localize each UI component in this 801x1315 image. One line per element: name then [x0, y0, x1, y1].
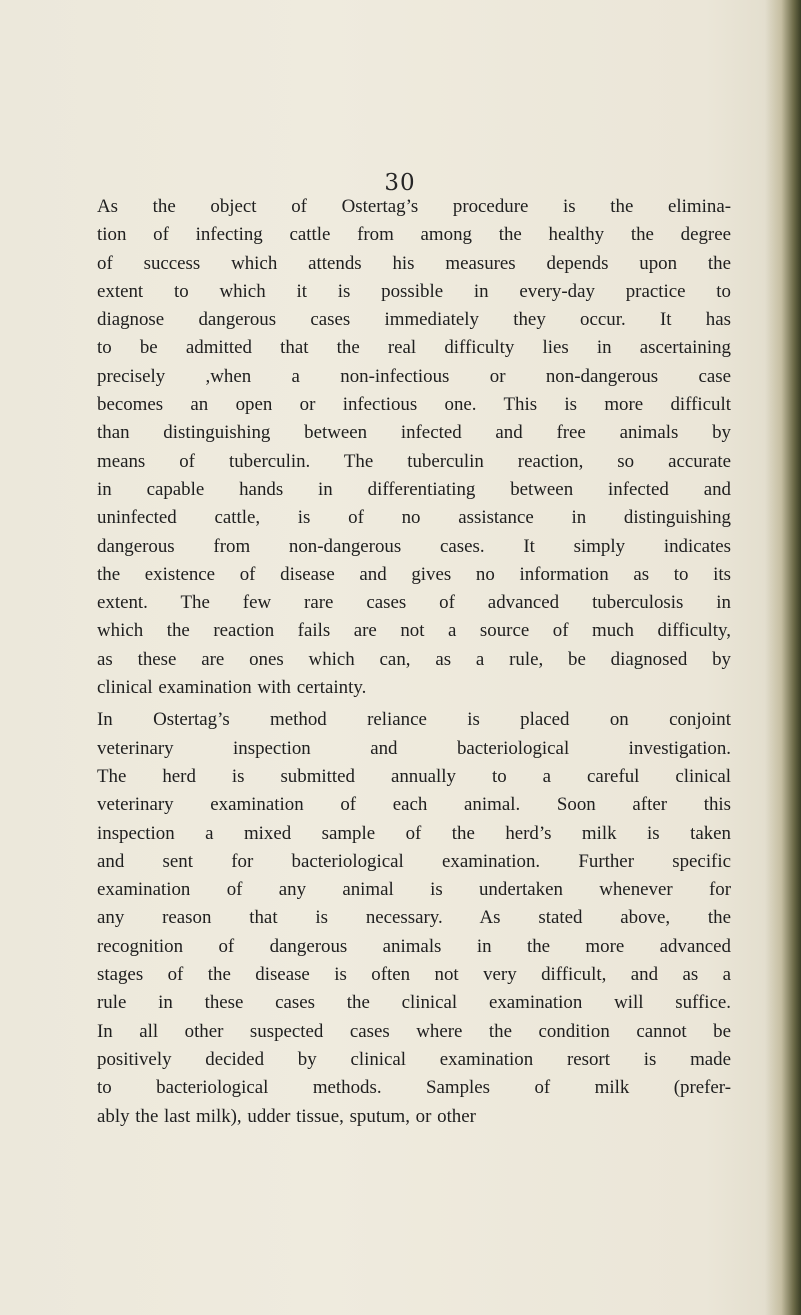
paragraph-1 [97, 193, 731, 702]
text-line: recognition of dangerous animals in the more advanced [97, 935, 731, 957]
text-line: which the reaction fails are not a source of much difficulty, [97, 620, 731, 642]
text-line: clinical examination with certainty. [97, 677, 367, 699]
text-line: dangerous from non-dangerous cases. It simply indicates [97, 535, 731, 557]
text-line: extent. The few rare cases of advanced tuberculosis in [97, 592, 731, 614]
text-line: veterinary examination of each animal. Soon after this [97, 794, 731, 816]
text-line: extent to which it is possible in every-day practice to [97, 280, 731, 302]
text-line: In Ostertag’s method reliance is placed on conjoint [97, 709, 731, 731]
text-line: examination of any animal is undertaken whenever for [97, 879, 731, 901]
text-line: tion of infecting cattle from among the healthy the degree [97, 224, 731, 246]
text-line: uninfected cattle, is of no assistance in distinguishing [97, 507, 731, 529]
text-line: inspection a mixed sample of the herd’s milk is taken [97, 822, 731, 844]
text-line: As the object of Ostertag’s procedure is the elimina- [97, 196, 731, 217]
page-edge-shadow [765, 0, 801, 1315]
text-line: of success which attends his measures depends upon the [97, 252, 731, 274]
page-number: 30 [384, 170, 416, 196]
text-line: any reason that is necessary. As stated above, the [97, 907, 731, 929]
text-line: in capable hands in differentiating between infected and [97, 478, 731, 500]
text-line: In all other suspected cases where the condition cannot be [97, 1020, 731, 1042]
text-line: and sent for bacteriological examination. Further specific [97, 850, 731, 872]
text-line: ably the last milk), udder tissue, sputum, or other [97, 1105, 476, 1127]
text-line: The herd is submitted annually to a careful clinical [97, 765, 731, 787]
text-line: stages of the disease is often not very difficult, and as a [97, 964, 731, 986]
text-line: veterinary inspection and bacteriological investigation. [97, 737, 731, 759]
text-line: as these are ones which can, as a rule, be diagnosed by [97, 648, 731, 670]
text-line: becomes an open or infectious one. This is more difficult [97, 394, 731, 416]
text-line: means of tuberculin. The tuberculin reaction, so accurate [97, 450, 731, 472]
text-line: than distinguishing between infected and free animals by [97, 422, 731, 444]
text-line: the existence of disease and gives no information as to its [97, 563, 731, 585]
text-line: diagnose dangerous cases immediately they occur. It has [97, 309, 731, 331]
body-text [97, 193, 731, 1131]
text-line: to be admitted that the real difficulty lies in ascertaining [97, 337, 731, 359]
text-line: to bacteriological methods. Samples of milk (prefer- [97, 1077, 731, 1099]
text-line: rule in these cases the clinical examination will suffice. [97, 992, 731, 1014]
text-line: precisely ,when a non-infectious or non-dangerous case [97, 365, 731, 387]
text-line: positively decided by clinical examination resort is made [97, 1048, 731, 1070]
paragraph-2 [97, 706, 731, 1130]
